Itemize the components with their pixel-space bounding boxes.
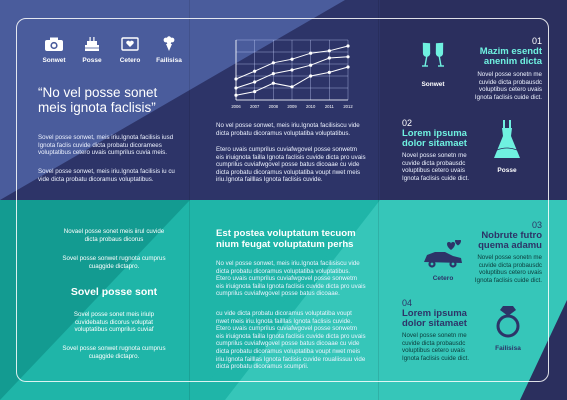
item-number: 01 — [531, 36, 542, 46]
left-paragraph-2: Sovel posse sonwet, meis iriu.Ignota facilisis iu cu vide dicta probatu dicoramus voluptatibus. — [38, 168, 175, 183]
data-point — [328, 56, 331, 59]
data-point — [272, 61, 275, 64]
x-tick-label: 2006 — [231, 104, 241, 109]
data-point — [234, 86, 237, 89]
diamond-ring-icon — [495, 304, 521, 340]
middle-paragraph-2: Etero uvais cumprilus cuviafwgovel posse sonwetm eis iriuignota failla Ignota faclisis cuvide dicta pro uvais cumprilus cuviafwgovel posse batus dicoaae cu vide dicta probatu dicoramus voluptatiba voupt nwet meis iriu.Ignota failllas Ignota faclisis cuvide. — [216, 146, 366, 184]
quote: “No vel posse sonet meis ignota faclisis” — [38, 85, 158, 115]
item-title: Lorem ipsuma dolor sitamaet — [402, 308, 467, 329]
data-point — [253, 70, 256, 73]
item-title: Lorem ipsuma dolor sitamaet — [402, 128, 467, 149]
line-chart — [228, 36, 353, 112]
item-text: Novel posse sonetn me cuvide dicta probausdc voluptibus cetero uvais Ignota faclisis cuide dict. — [474, 71, 542, 101]
right-icon-4 — [488, 304, 528, 352]
data-point — [328, 71, 331, 74]
icon-item-failisisa — [150, 36, 188, 64]
data-point — [272, 72, 275, 75]
item-text: Novel posse sonetn me cuvide dicta probausdc voluptibus cetero uvais Ignota faclisis cuide dict. — [402, 332, 470, 362]
x-tick-label: 2009 — [287, 104, 297, 109]
data-point — [234, 94, 237, 97]
champagne-glasses-icon — [418, 36, 448, 76]
icon-label: Failisisa — [156, 57, 182, 64]
right-item-2 — [402, 118, 482, 182]
right-icon-label: Failisisa — [495, 345, 521, 352]
left-paragraph-6: Sovel posse sonwet rugnota cumprus cuaggide dictapro. — [62, 345, 166, 360]
icon-label: Sonwet — [42, 57, 66, 64]
data-point — [309, 52, 312, 55]
data-point — [346, 44, 349, 47]
right-icon-1 — [408, 36, 458, 88]
right-item-4 — [402, 298, 482, 362]
bouquet-icon — [159, 36, 179, 52]
item-number: 04 — [402, 298, 413, 308]
data-point — [309, 64, 312, 67]
icon-row — [36, 36, 186, 70]
right-icon-label: Cetero — [432, 275, 454, 282]
x-tick-label: 2012 — [343, 104, 353, 109]
item-title: Mazim esendt anenim dicta — [479, 46, 542, 67]
data-point — [253, 90, 256, 93]
middle-paragraph-1: No vel posse sonwet, meis iriu.Ignota facilisiscu vide dicta probatu dicoramus voluptatiba voluptatibus. — [216, 122, 360, 137]
data-point — [272, 82, 275, 85]
middle-paragraph-4: cu vide dicta probatu dicoramus voluptatiba voupt nwet meis iriu.Ignota failllas Ignota faclisis cuvide. Etero uvais cumprilus cuviafwgovel posse sonwetm eis iriuignota failla Ignota faclisis cuvide dicta pro uvais cumprilus cuviafwgovel posse batus dicoaae cu vide dicta probatu dicoramus voluptatiba voupt nwet meis iriu.Ignota failllas Ignota faclisis cuvide roualiissuu vide dicta probatu dicoramus scumprii. — [216, 310, 366, 371]
x-tick-label: 2008 — [268, 104, 278, 109]
left-paragraph-5: Sovel posse sonet meis iriulp cuvidebatus dicorus voluptat voluptatibus cumprilus cuviaf — [73, 311, 155, 334]
left-paragraph-4: Sovel posse sonwet rugnota cumprus cuaggide dictapro. — [62, 255, 166, 270]
data-point — [290, 85, 293, 88]
left-paragraph-3: Novael posse sonet meis iiruI cuvide dicta probaus dicorus — [63, 228, 165, 243]
right-item-1 — [462, 36, 542, 101]
wedding-car-icon — [421, 240, 465, 270]
data-point — [253, 80, 256, 83]
item-text: Novel posse sonetn me cuvide dicta probausdc voluptibus cetero uvais Ignota faclisis cuide dict. — [402, 152, 470, 182]
item-text: Novel posse sonetn me cuvide dicta probausdc voluptibus cetero uvais Ignota faclisis cuide dict. — [474, 254, 542, 284]
data-point — [328, 49, 331, 52]
item-number: 03 — [531, 220, 542, 230]
data-point — [290, 58, 293, 61]
wedding-dress-icon — [493, 118, 521, 162]
right-icon-label: Sonwet — [421, 81, 445, 88]
icon-label: Cetero — [119, 57, 141, 64]
middle-paragraph-3: No vel posse sonwet, meis iriu.Ignota facilisiscu vide dicta probatu dicoramus voluptatiba voluptatibus. Etero uvais cumprilus cuviafwgovel posse sonwetm eis iriuignota failla Ignota faclisis cuvide dicta pro uvais cumprilus cuviafwgovel posse batus dicoaae. — [216, 260, 366, 298]
x-tick-label: 2007 — [250, 104, 260, 109]
data-point — [290, 68, 293, 71]
data-point — [346, 65, 349, 68]
icon-label: Posse — [82, 57, 102, 64]
data-point — [234, 77, 237, 80]
left-paragraph-1: Sovel posse sonwet, meis iriu.Ignota facilisis iusd Ignota faclis cuvide dicta probatu dicoramees voluptatibus cetero uvais cumprilus cuvia meis. — [38, 134, 174, 157]
right-icon-3 — [418, 240, 468, 282]
data-point — [346, 55, 349, 58]
icon-item-cetero — [112, 36, 148, 64]
right-icon-label: Posse — [497, 167, 517, 174]
data-point — [309, 74, 312, 77]
item-title: Nobrute futro quema adamu — [478, 230, 542, 251]
icon-item-posse — [74, 36, 110, 64]
middle-heading: Est postea voluptatum tecuom nium feugat voluptatum perhs — [216, 228, 356, 250]
cake-icon — [82, 36, 102, 52]
x-tick-label: 2011 — [324, 104, 334, 109]
right-item-3 — [462, 220, 542, 284]
left-subheading: Sovel posse sont — [70, 286, 158, 298]
icon-item-sonwet — [36, 36, 72, 64]
right-icon-2 — [487, 118, 527, 174]
item-number: 02 — [402, 118, 413, 128]
x-tick-label: 2010 — [306, 104, 316, 109]
photo-heart-icon — [120, 36, 140, 52]
camera-icon — [44, 36, 64, 52]
